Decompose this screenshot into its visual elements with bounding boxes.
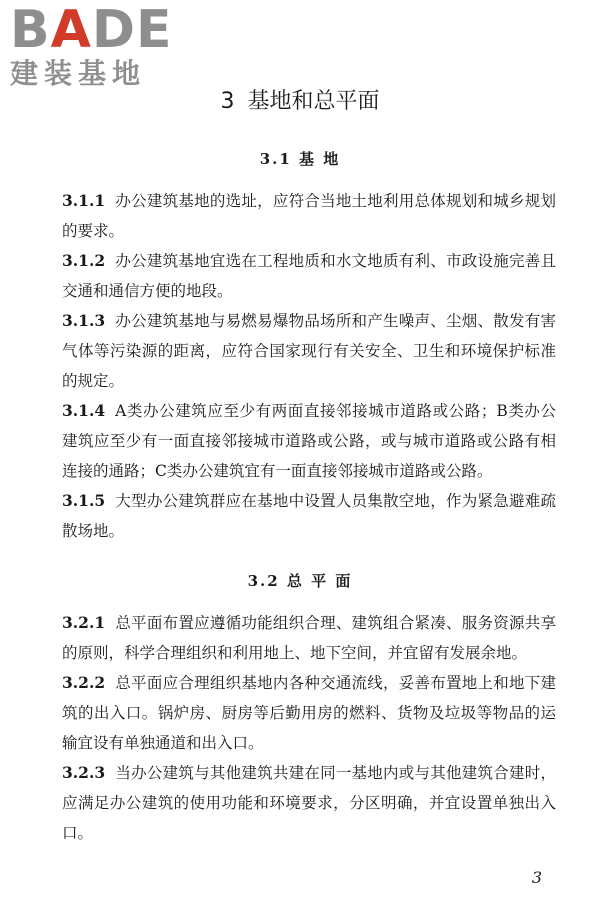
section-title-3-2: 3.2 总 平 面 [247, 572, 353, 590]
clause-3-2-2 [62, 668, 556, 758]
logo-subtitle: 建装基地 [10, 57, 147, 90]
clause-3-2-3 [62, 758, 556, 848]
section-3-1-clauses [62, 186, 556, 546]
logo-wordmark: BADE [10, 0, 173, 60]
clause-number: 3.1.3 [62, 311, 106, 330]
clause-3-1-3 [62, 306, 556, 396]
clause-text: 总平面布置应遵循功能组织合理、建筑组合紧凑、服务资源共享的原则，科学合理组织和利用地上、地下空间，并宜留有发展余地。 [62, 614, 556, 662]
clause-number: 3.2.2 [62, 673, 106, 692]
clause-3-1-4 [62, 396, 556, 486]
clause-number: 3.1.5 [62, 491, 106, 510]
clause-text: 大型办公建筑群应在基地中设置人员集散空地，作为紧急避难疏散场地。 [62, 492, 556, 540]
clause-text: 当办公建筑与其他建筑共建在同一基地内或与其他建筑合建时，应满足办公建筑的使用功能和环境要求，分区明确，并宜设置单独出入口。 [62, 764, 556, 842]
clause-number: 3.1.2 [62, 251, 106, 270]
clause-number: 3.2.1 [62, 613, 106, 632]
clause-3-1-1 [62, 186, 556, 246]
bade-logo [10, 0, 185, 90]
clause-text: 办公建筑基地与易燃易爆物品场所和产生噪声、尘烟、散发有害气体等污染源的距离，应符合国家现行有关安全、卫生和环境保护标准的规定。 [62, 312, 556, 390]
clause-text: 办公建筑基地宜选在工程地质和水文地质有利、市政设施完善且交通和通信方便的地段。 [62, 252, 556, 300]
clause-text: 办公建筑基地的选址，应符合当地土地利用总体规划和城乡规划的要求。 [62, 192, 556, 240]
section-3-2-clauses [62, 608, 556, 848]
clause-3-1-2 [62, 246, 556, 306]
page-number: 3 [531, 868, 542, 887]
clause-number: 3.2.3 [62, 763, 106, 782]
clause-text: 总平面应合理组织基地内各种交通流线，妥善布置地上和地下建筑的出入口。锅炉房、厨房等后勤用房的燃料、货物及垃圾等物品的运输宜设有单独通道和出入口。 [62, 674, 556, 752]
clause-3-2-1 [62, 608, 556, 668]
chapter-title: 3 基地和总平面 [220, 89, 380, 114]
clause-text: A类办公建筑应至少有两面直接邻接城市道路或公路；B类办公建筑应至少有一面直接邻接城市道路或公路，或与城市道路或公路有相连接的通路；C类办公建筑宜有一面直接邻接城市道路或公路。 [62, 402, 556, 480]
clause-number: 3.1.4 [62, 401, 106, 420]
clause-3-1-5 [62, 486, 556, 546]
clause-number: 3.1.1 [62, 191, 106, 210]
section-title-3-1: 3.1 基 地 [259, 150, 341, 168]
